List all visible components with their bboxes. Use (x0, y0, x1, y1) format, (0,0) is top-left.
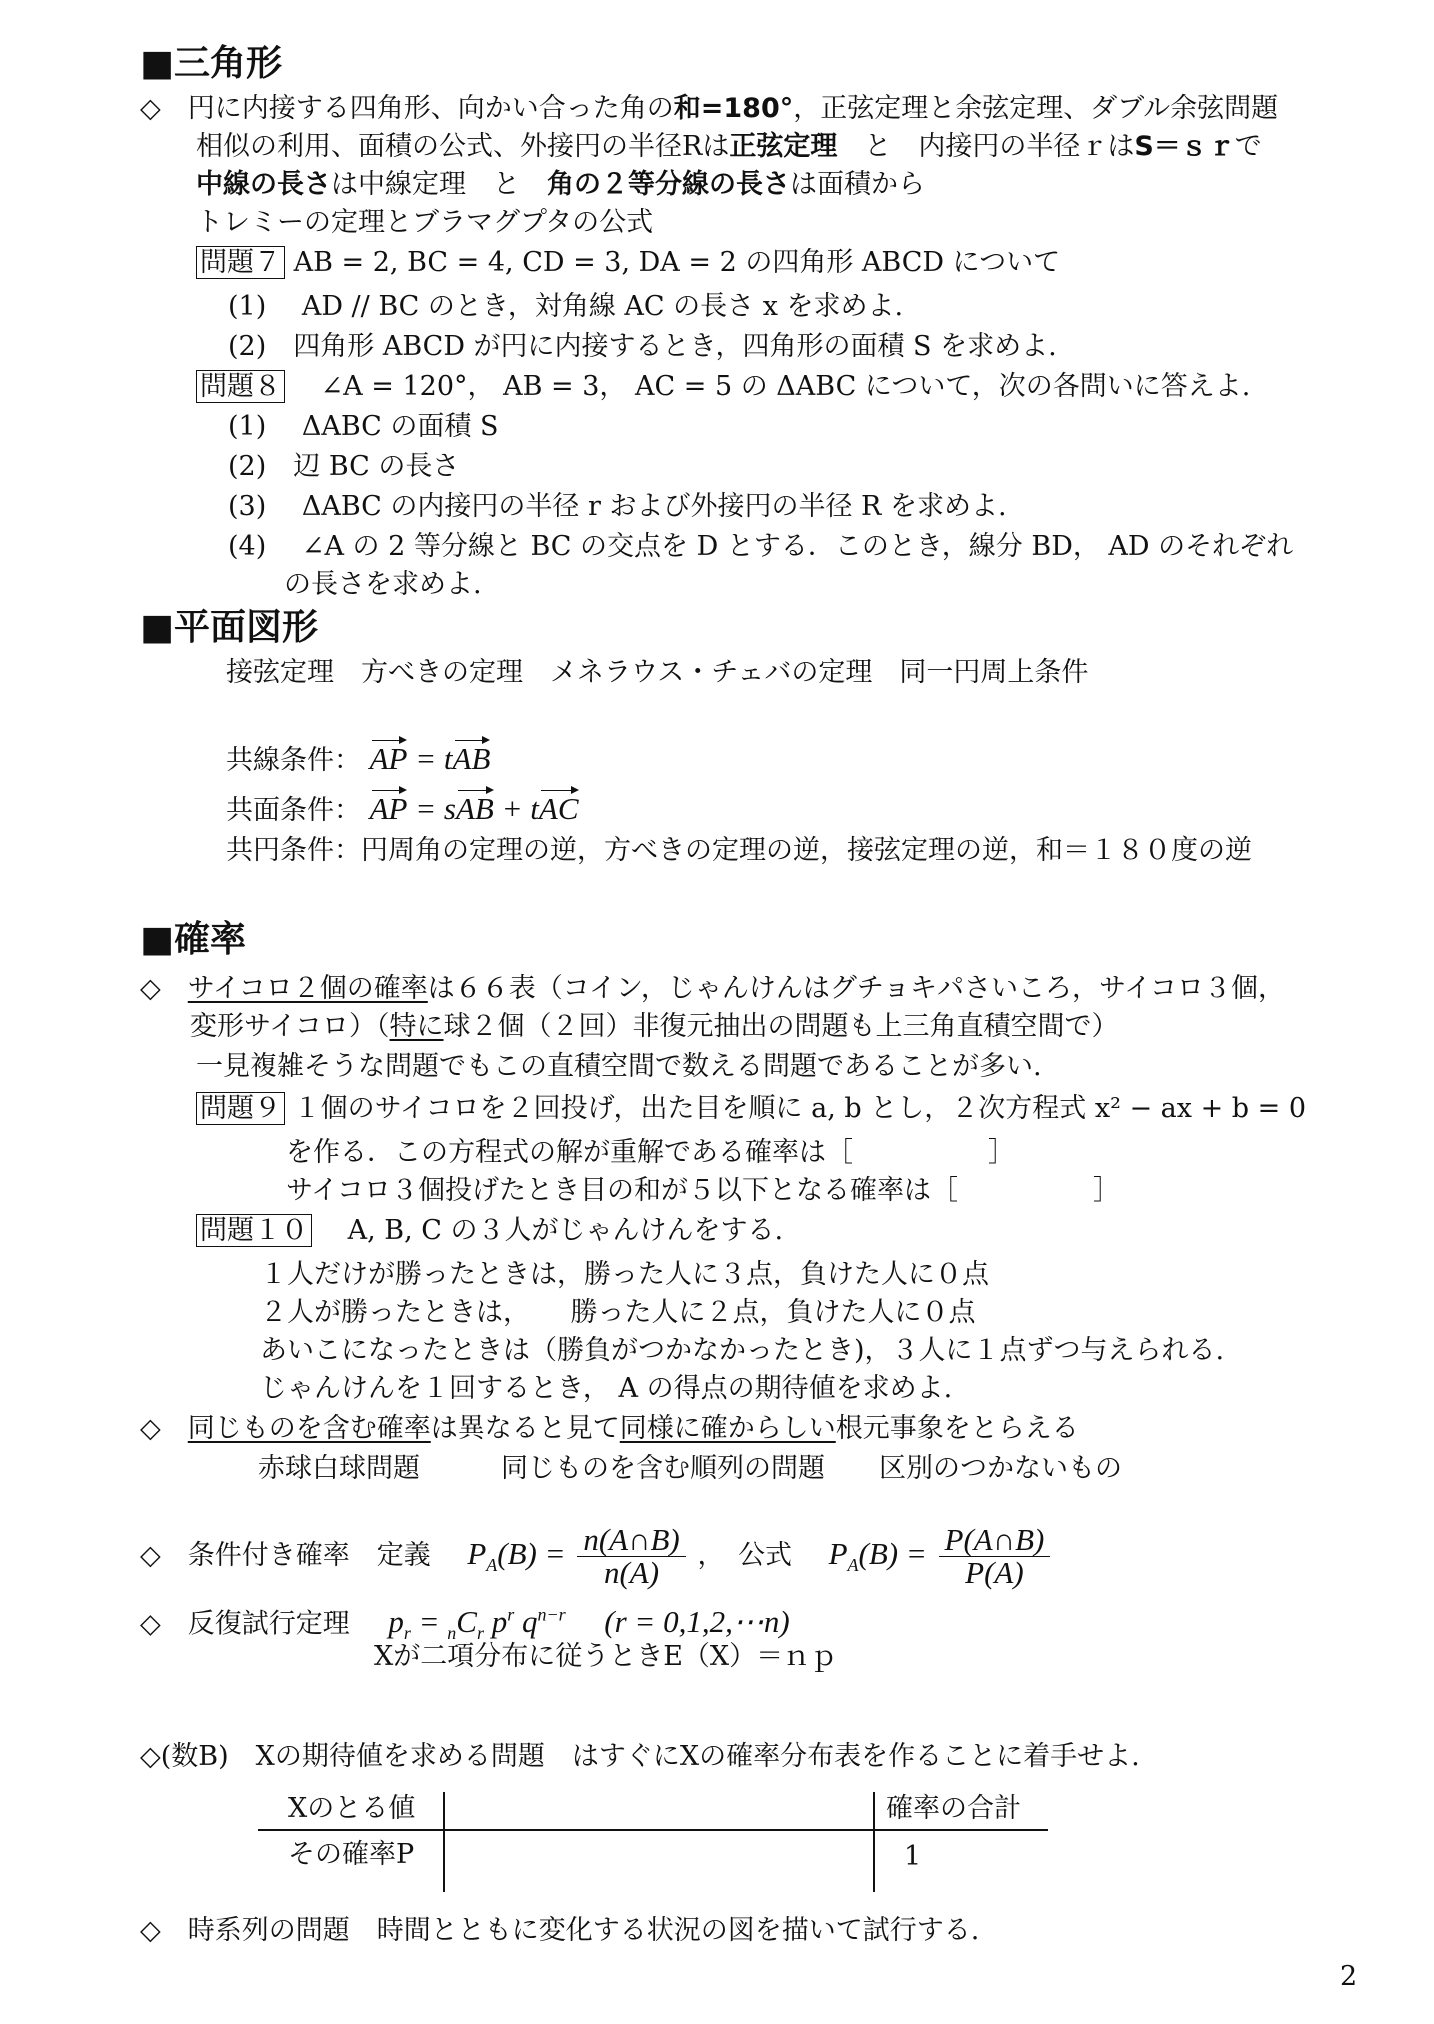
collinear-condition (226, 742, 490, 778)
problem-text: １個のサイコロを２回投げ，出た目を順に a, b とし，２次方程式 x² − ax + b = 0 (293, 1093, 1307, 1124)
text: は異なると見て (430, 1413, 620, 1444)
section-heading-probability: ■確率 (140, 919, 247, 960)
text-bold: 中線の長さ (196, 169, 331, 200)
table-header-values: Xのとる値 (288, 1793, 416, 1824)
triangle-line-1 (140, 92, 1278, 126)
formula: AP = tAB (369, 741, 491, 776)
time-series-line: ◇ 時系列の問題 時間とともに変化する状況の図を描いて試行する. (140, 1915, 980, 1946)
denominator: P(A) (965, 1555, 1024, 1591)
same-items-line (140, 1412, 1079, 1446)
problem-text: A, B, C の３人がじゃんけんをする. (320, 1215, 784, 1246)
table-header-total: 確率の合計 (886, 1793, 1021, 1824)
numerator: P(A∩B) (939, 1524, 1051, 1557)
problem-7-item-2: (2) 四角形 ABCD が円に内接するとき，四角形の面積 S を求めよ. (228, 331, 1057, 362)
same-items-line-2: 赤球白球問題 同じものを含む順列の問題 区別のつかないもの (258, 1453, 1122, 1484)
formula-label: ， 公式 (697, 1540, 792, 1571)
page-number: 2 (1340, 1961, 1358, 1992)
text: ◇ 円に内接する四角形、向かい合った角の (140, 93, 674, 124)
problem-10-line-1: １人だけが勝ったときは，勝った人に３点，負けた人に０点 (260, 1259, 989, 1290)
problem-10 (196, 1214, 783, 1248)
label: 共面条件： (226, 795, 361, 826)
subscript: A (847, 1555, 859, 1576)
range: (r = 0,1,2,⋯n) (604, 1604, 790, 1640)
prob-line-1 (140, 972, 1285, 1006)
expectation-line: ◇(数B) Xの期待値を求める問題 はすぐにXの確率分布表を作ることに着手せよ. (140, 1741, 1140, 1772)
problem-9 (196, 1092, 1306, 1126)
label: ◇ 条件付き確率 定義 (140, 1540, 431, 1571)
text: は中線定理 と (331, 169, 547, 200)
problem-9-line-2: を作る．この方程式の解が重解である確率は［ ］ (286, 1137, 1015, 1168)
text-bold: 角の２等分線の長さ (547, 169, 790, 200)
problem-8-item-4: (4) ∠A の 2 等分線と BC の交点を D とする．このとき，線分 BD， AD のそれぞれ (228, 531, 1294, 562)
problem-10-line-3: あいこになったときは（勝負がつかなかったとき)，３人に１点ずつ与えられる. (260, 1335, 1225, 1366)
fraction (577, 1524, 685, 1589)
problem-label: 問題８ (196, 370, 285, 403)
problem-10-line-2: ２人が勝ったときは， 勝った人に２点，負けた人に０点 (260, 1297, 976, 1328)
text: と 内接円の半径ｒは (837, 131, 1135, 162)
problem-text: ∠A = 120°， AB = 3， AC = 5 の ΔABC について，次の各問いに答えよ. (293, 371, 1251, 402)
triangle-line-3 (196, 168, 925, 202)
formula: $p_r = _nC_r$ $p^r$ $q^{n-r}$ (388, 1604, 566, 1644)
concyclic-condition: 共円条件：円周角の定理の逆，方べきの定理の逆，接弦定理の逆，和＝１８０度の逆 (226, 835, 1252, 866)
label: ◇ 反復試行定理 (140, 1608, 350, 1640)
problem-label: 問題９ (196, 1092, 285, 1125)
text: は６６表（コイン，じゃんけんはグチョキパさいころ，サイコロ３個， (427, 973, 1286, 1004)
formula (828, 1522, 1055, 1591)
table-total-value: 1 (904, 1841, 922, 1872)
prob-line-2 (190, 1010, 1119, 1044)
p-symbol: P (467, 1536, 487, 1571)
text: 相似の利用、面積の公式、外接円の半径Rは (196, 131, 730, 162)
probability-distribution-table (258, 1788, 1058, 1896)
fraction (939, 1524, 1051, 1589)
text: 球２個（２回）非復元抽出の問題も上三角直積空間で） (443, 1011, 1119, 1042)
table-row-probability: その確率P (288, 1839, 415, 1870)
text: ，正弦定理と余弦定理、ダブル余弦問題 (793, 93, 1279, 124)
problem-label: 問題１０ (196, 1214, 312, 1247)
problem-label: 問題７ (196, 246, 285, 279)
problem-8 (196, 370, 1250, 404)
triangle-line-4: トレミーの定理とブラマグプタの公式 (196, 207, 654, 238)
text-underline: サイコロ２個の確率 (187, 973, 428, 1004)
coplanar-condition (226, 792, 579, 828)
label: 共線条件： (226, 745, 361, 776)
text-underline: 同様に確からしい (619, 1413, 836, 1444)
problem-10-line-4: じゃんけんを１回するとき， A の得点の期待値を求めよ. (260, 1373, 953, 1404)
problem-9-line-3: サイコロ３個投げたとき目の和が５以下となる確率は［ ］ (286, 1175, 1121, 1206)
text: 変形サイコロ）（ (190, 1011, 390, 1042)
prob-line-3: 一見複雑そうな問題でもこの直積空間で数える問題であることが多い. (196, 1051, 1042, 1082)
problem-7 (196, 246, 1060, 280)
conditional-probability (140, 1518, 1054, 1601)
text: ◇ (140, 973, 188, 1004)
problem-8-item-1: (1) ΔABC の面積 S (228, 411, 499, 442)
text: 根元事象をとらえる (835, 1413, 1079, 1444)
p-symbol: P (828, 1536, 848, 1571)
binomial-expectation: Xが二項分布に従うときE（X）＝ｎｐ (374, 1641, 838, 1672)
text-underline: 特に (389, 1011, 444, 1042)
text-bold: S＝ｓｒ (1134, 131, 1235, 162)
problem-8-item-4-cont: の長さを求めよ. (284, 569, 482, 600)
formula: AP = sAB + tAC (369, 791, 579, 826)
triangle-line-2 (196, 130, 1262, 164)
numerator: n(A∩B) (577, 1524, 685, 1557)
problem-7-item-1: (1) AD // BC のとき，対角線 AC の長さ x を求めよ. (228, 291, 904, 322)
text: で (1234, 131, 1262, 162)
argument: (B) = (858, 1536, 927, 1571)
denominator: n(A) (603, 1555, 660, 1591)
plane-line-1: 接弦定理 方べきの定理 メネラウス・チェバの定理 同一円周上条件 (226, 657, 1089, 688)
section-heading-plane: ■平面図形 (140, 607, 319, 648)
argument: (B) = (497, 1536, 566, 1571)
definition-formula (467, 1522, 697, 1591)
problem-8-item-3: (3) ΔABC の内接円の半径 r および外接円の半径 R を求めよ. (228, 491, 1007, 522)
problem-8-item-2: (2) 辺 BC の長さ (228, 451, 460, 482)
text-bold: 和=180° (673, 93, 794, 124)
text: は面積から (790, 169, 925, 200)
section-heading-triangle: ■三角形 (140, 43, 283, 84)
text: ◇ (140, 1413, 188, 1444)
problem-text: AB = 2, BC = 4, CD = 3, DA = 2 の四角形 ABCD について (293, 247, 1061, 278)
subscript: A (486, 1555, 498, 1576)
text-underline: 同じものを含む確率 (187, 1413, 431, 1444)
text-bold: 正弦定理 (729, 131, 838, 162)
